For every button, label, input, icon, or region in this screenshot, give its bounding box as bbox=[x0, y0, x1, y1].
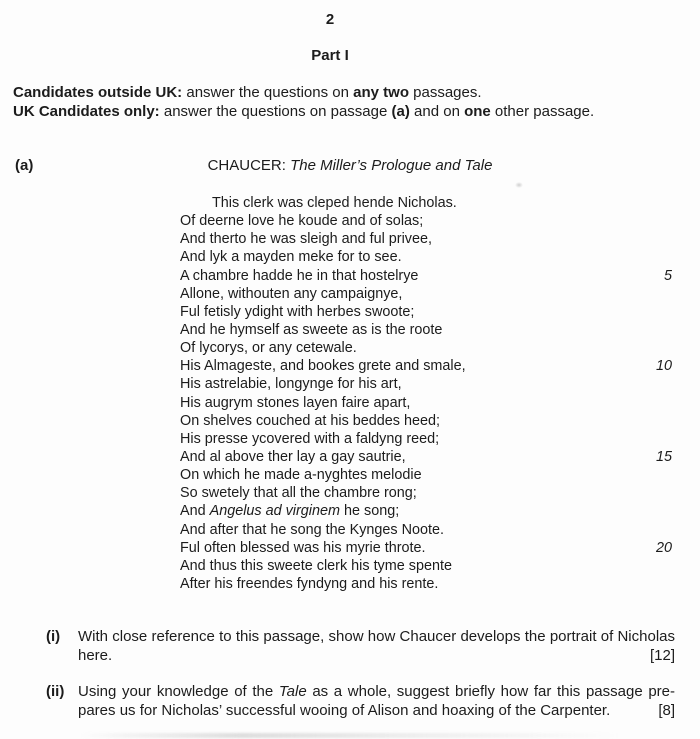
question-line-text: as a whole, suggest briefly how far this passage pre- bbox=[306, 683, 675, 700]
question-ii bbox=[46, 683, 675, 720]
poem-line-text: His Almageste, and bookes grete and smale, bbox=[180, 358, 466, 375]
poem-line bbox=[180, 394, 675, 412]
question-line: With close reference to this passage, show how Chaucer develops the portrait of Nicholas bbox=[78, 628, 675, 645]
question-i bbox=[46, 628, 675, 665]
instruction-line-uk-only bbox=[13, 103, 685, 122]
poem-line bbox=[180, 575, 675, 593]
poem-line-latin-hymn: Angelus ad virginem bbox=[209, 503, 340, 520]
poem-line-text: And he hymself as sweete as is the roote bbox=[180, 321, 443, 338]
poem-line bbox=[180, 194, 675, 212]
instruction-bold: any two bbox=[353, 84, 409, 101]
poem-line bbox=[180, 339, 675, 357]
poem-line-text: Of deerne love he koude and of solas; bbox=[180, 213, 424, 230]
question-line-text: pares us for Nicholas’ successful wooing of Alison and hoaxing of the Carpenter. bbox=[78, 701, 611, 719]
poem-line bbox=[180, 248, 675, 266]
poem-line bbox=[180, 521, 675, 539]
line-number: 15 bbox=[655, 448, 672, 465]
question-text bbox=[78, 683, 675, 720]
scan-artifact bbox=[515, 182, 523, 188]
instruction-bold: UK Candidates only: bbox=[13, 102, 160, 120]
instruction-bold: (a) bbox=[391, 102, 410, 120]
poem-line-text: His augrym stones layen faire apart, bbox=[180, 394, 411, 411]
poem-line bbox=[180, 502, 675, 520]
poem-line bbox=[180, 230, 675, 248]
instruction-line-outside-uk bbox=[13, 84, 685, 103]
line-number: 10 bbox=[655, 358, 672, 375]
poem-line-text: And thus this sweete clerk his tyme spente bbox=[180, 557, 452, 574]
poem-line-text: A chambre hadde he in that hostelrye bbox=[180, 267, 419, 284]
line-number: 5 bbox=[663, 267, 672, 284]
poem-line-text: On shelves couched at his beddes heed; bbox=[180, 412, 441, 429]
question-line-text: Using your knowledge of the bbox=[78, 683, 279, 700]
poem-line bbox=[180, 212, 675, 230]
candidate-instructions bbox=[13, 84, 685, 121]
poem-line-text: And after that he song the Kynges Noote. bbox=[180, 521, 445, 538]
line-number: 20 bbox=[655, 539, 672, 556]
passage-author: CHAUCER: bbox=[207, 157, 291, 174]
poem-line-text: And therto he was sleigh and ful privee, bbox=[180, 231, 432, 248]
poem-line-text: His presse ycovered with a faldyng reed; bbox=[180, 430, 440, 447]
question-line bbox=[78, 647, 675, 666]
poem-line-text: And lyk a mayden meke for to see. bbox=[180, 249, 402, 266]
instruction-bold: Candidates outside UK: bbox=[13, 84, 183, 101]
tale-title-italic: Tale bbox=[278, 683, 307, 700]
poem-line bbox=[180, 285, 675, 303]
poem-line-text: So swetely that all the chambre rong; bbox=[180, 485, 417, 502]
instruction-text: other passage. bbox=[490, 102, 595, 120]
marks-badge: [8] bbox=[658, 701, 675, 719]
poem-line bbox=[180, 430, 675, 448]
passage-title: The Miller’s Prologue and Tale bbox=[290, 157, 493, 174]
poem-line-text: And bbox=[180, 503, 210, 520]
poem-line bbox=[180, 539, 675, 557]
question-line bbox=[78, 702, 675, 721]
poem-line bbox=[180, 557, 675, 575]
poem-passage bbox=[180, 194, 675, 593]
instruction-text: answer the questions on bbox=[182, 84, 354, 101]
poem-line bbox=[180, 267, 675, 285]
poem-line-text: Ful fetisly ydight with herbes swoote; bbox=[180, 303, 415, 320]
poem-line bbox=[180, 448, 675, 466]
poem-line-text: he song; bbox=[340, 503, 400, 520]
question-line-text: here. bbox=[78, 646, 113, 664]
poem-line-text: After his freendes fyndyng and his rente. bbox=[180, 575, 439, 592]
instruction-text: and on bbox=[409, 102, 465, 120]
poem-line-text: And al above ther lay a gay sautrie, bbox=[180, 448, 406, 465]
poem-line-text: This clerk was cleped hende Nicholas. bbox=[212, 195, 457, 211]
passage-label: (a) bbox=[15, 157, 34, 174]
poem-line bbox=[180, 412, 675, 430]
instruction-bold: one bbox=[464, 102, 491, 120]
question-number: (i) bbox=[46, 628, 61, 645]
question-line bbox=[78, 683, 675, 702]
scan-artifact bbox=[80, 733, 620, 738]
poem-line-text: Ful often blessed was his myrie throte. bbox=[180, 539, 426, 556]
page-number: 2 bbox=[325, 11, 335, 28]
question-number: (ii) bbox=[46, 683, 65, 700]
poem-line-text: Allone, withouten any campaignye, bbox=[180, 285, 403, 302]
poem-line-text: His astrelabie, longynge for his art, bbox=[180, 376, 402, 393]
poem-line-text: Of lycorys, or any cetewale. bbox=[180, 340, 357, 357]
marks-badge: [12] bbox=[649, 646, 675, 664]
passage-heading bbox=[0, 156, 700, 175]
poem-line bbox=[180, 303, 675, 321]
instruction-text: passages. bbox=[408, 84, 482, 101]
poem-line-text: On which he made a-nyghtes melodie bbox=[180, 467, 422, 484]
question-text bbox=[78, 628, 675, 665]
poem-line bbox=[180, 484, 675, 502]
poem-line bbox=[180, 357, 675, 375]
poem-line bbox=[180, 321, 675, 339]
instruction-text: answer the questions on passage bbox=[159, 102, 392, 120]
poem-line bbox=[180, 375, 675, 393]
poem-line bbox=[180, 466, 675, 484]
part-heading: Part I bbox=[311, 47, 349, 64]
